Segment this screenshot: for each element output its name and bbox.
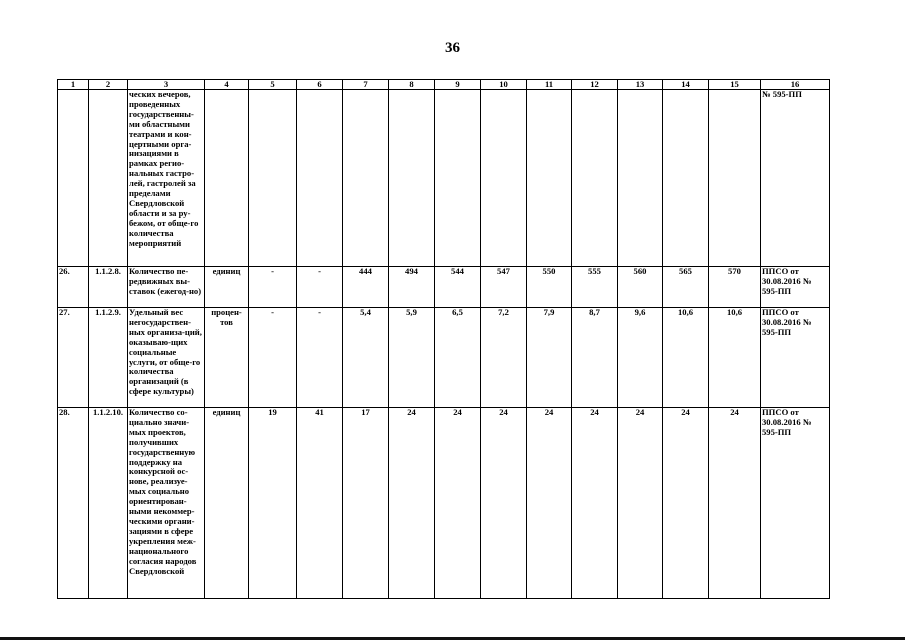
value-cell bbox=[343, 90, 389, 267]
value-cell: 17 bbox=[343, 408, 389, 599]
legal-reference: № 595-ПП bbox=[761, 90, 830, 267]
legal-reference: ППСО от 30.08.2016 № 595-ПП bbox=[761, 408, 830, 599]
column-header: 9 bbox=[435, 80, 481, 90]
value-cell bbox=[389, 90, 435, 267]
value-cell: 7,2 bbox=[481, 308, 527, 408]
table-row bbox=[58, 90, 830, 267]
value-cell: 550 bbox=[527, 267, 572, 308]
value-cell: - bbox=[249, 308, 297, 408]
legal-reference: ППСО от 30.08.2016 № 595-ПП bbox=[761, 308, 830, 408]
value-cell bbox=[297, 90, 343, 267]
value-cell: 6,5 bbox=[435, 308, 481, 408]
value-cell: 565 bbox=[663, 267, 709, 308]
column-header: 6 bbox=[297, 80, 343, 90]
column-header: 13 bbox=[618, 80, 663, 90]
column-header: 16 bbox=[761, 80, 830, 90]
value-cell: 560 bbox=[618, 267, 663, 308]
indicator-name: ческих вечеров, проведенных государственны-ми областными театрами и кон-цертными орга-низациями в рамках регио-нальных гастро-лей, гастролей за пределами Свердловской области и за ру-бежом, от обще-го количества мероприятий bbox=[128, 90, 205, 267]
value-cell: 9,6 bbox=[618, 308, 663, 408]
value-cell bbox=[663, 90, 709, 267]
value-cell: 24 bbox=[527, 408, 572, 599]
column-header: 3 bbox=[128, 80, 205, 90]
column-header: 14 bbox=[663, 80, 709, 90]
indicator-name: Количество со-циально значи-мых проектов, получивших государственную поддержку на конкурсной ос-нове, реализуе-мых социально ориентирован-ными некоммер-ческими органи-зациями в сфере укрепления меж-национального согласия народов Свердловской bbox=[128, 408, 205, 599]
row-code: 1.1.2.9. bbox=[89, 308, 128, 408]
value-cell: 444 bbox=[343, 267, 389, 308]
row-number: 28. bbox=[58, 408, 89, 599]
table-row bbox=[58, 308, 830, 408]
value-cell: 5,4 bbox=[343, 308, 389, 408]
value-cell bbox=[481, 90, 527, 267]
column-header: 11 bbox=[527, 80, 572, 90]
indicator-name: Количество пе-редвижных вы-ставок (ежегод-но) bbox=[128, 267, 205, 308]
value-cell: 24 bbox=[618, 408, 663, 599]
value-cell: 494 bbox=[389, 267, 435, 308]
column-header: 4 bbox=[205, 80, 249, 90]
column-header: 8 bbox=[389, 80, 435, 90]
value-cell: 24 bbox=[481, 408, 527, 599]
value-cell: 24 bbox=[663, 408, 709, 599]
value-cell: - bbox=[297, 308, 343, 408]
table-row bbox=[58, 267, 830, 308]
value-cell: 10,6 bbox=[663, 308, 709, 408]
value-cell: 547 bbox=[481, 267, 527, 308]
value-cell: - bbox=[297, 267, 343, 308]
value-cell: 19 bbox=[249, 408, 297, 599]
unit bbox=[205, 90, 249, 267]
row-number: 26. bbox=[58, 267, 89, 308]
row-number: 27. bbox=[58, 308, 89, 408]
value-cell: 41 bbox=[297, 408, 343, 599]
page-number: 36 bbox=[445, 40, 460, 56]
value-cell: 24 bbox=[389, 408, 435, 599]
column-header: 7 bbox=[343, 80, 389, 90]
row-code bbox=[89, 90, 128, 267]
row-number bbox=[58, 90, 89, 267]
header-row bbox=[58, 80, 830, 90]
value-cell: 555 bbox=[572, 267, 618, 308]
column-header: 10 bbox=[481, 80, 527, 90]
value-cell bbox=[435, 90, 481, 267]
unit: единиц bbox=[205, 408, 249, 599]
value-cell bbox=[618, 90, 663, 267]
value-cell: 8,7 bbox=[572, 308, 618, 408]
legal-reference: ППСО от 30.08.2016 № 595-ПП bbox=[761, 267, 830, 308]
value-cell: 24 bbox=[572, 408, 618, 599]
value-cell: 24 bbox=[709, 408, 761, 599]
column-header: 5 bbox=[249, 80, 297, 90]
indicators-table bbox=[57, 79, 830, 599]
value-cell: 24 bbox=[435, 408, 481, 599]
unit: процен-тов bbox=[205, 308, 249, 408]
unit: единиц bbox=[205, 267, 249, 308]
row-code: 1.1.2.8. bbox=[89, 267, 128, 308]
column-header: 2 bbox=[89, 80, 128, 90]
value-cell: 5,9 bbox=[389, 308, 435, 408]
column-header: 1 bbox=[58, 80, 89, 90]
value-cell: - bbox=[249, 267, 297, 308]
column-header: 15 bbox=[709, 80, 761, 90]
value-cell bbox=[572, 90, 618, 267]
value-cell bbox=[709, 90, 761, 267]
row-code: 1.1.2.10. bbox=[89, 408, 128, 599]
column-header: 12 bbox=[572, 80, 618, 90]
value-cell bbox=[249, 90, 297, 267]
value-cell: 10,6 bbox=[709, 308, 761, 408]
indicator-name: Удельный вес негосударствен-ных организа-ций, оказываю-щих социальные услуги, от обще-го количества организаций (в сфере культуры) bbox=[128, 308, 205, 408]
value-cell bbox=[527, 90, 572, 267]
value-cell: 7,9 bbox=[527, 308, 572, 408]
table-row bbox=[58, 408, 830, 599]
value-cell: 570 bbox=[709, 267, 761, 308]
value-cell: 544 bbox=[435, 267, 481, 308]
